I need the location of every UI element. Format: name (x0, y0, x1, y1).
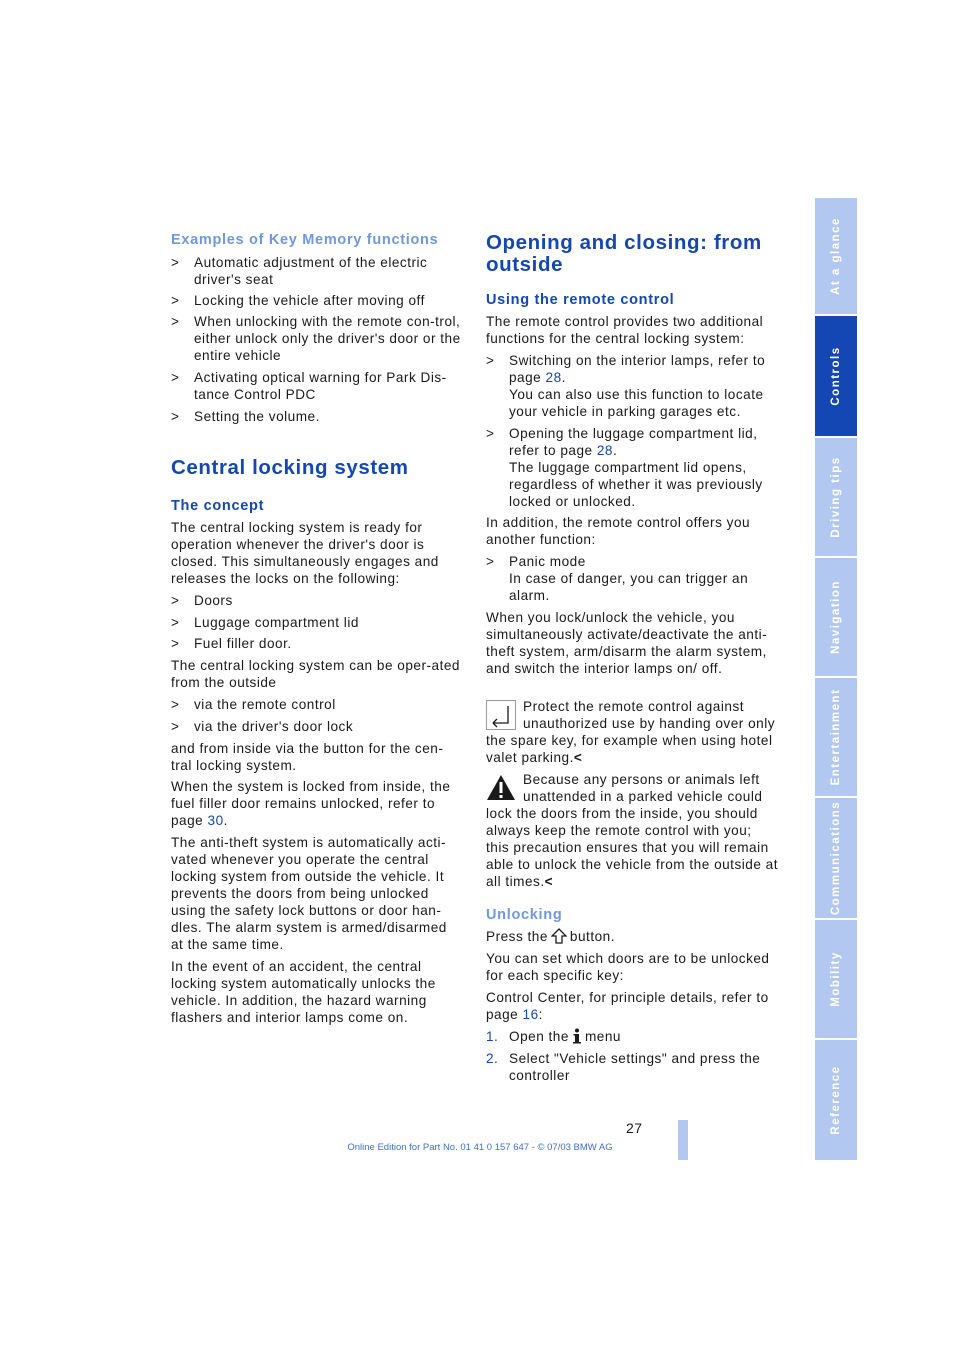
opening-closing-heading: Opening and closing: from outside (486, 231, 762, 276)
note-paragraph: Protect the remote control against unauthorized use by handing over only the spare key, for example when using hotel valet parking.< (486, 699, 776, 765)
bullet-marker: > (486, 426, 495, 441)
note-icon (486, 700, 516, 730)
page-link[interactable]: 28 (596, 443, 613, 458)
tab-controls[interactable]: Controls (815, 316, 857, 436)
unlocking-heading: Unlocking (486, 907, 563, 923)
remote-paragraph: In addition, the remote control offers you another function: (486, 515, 751, 547)
list-item: > Luggage compartment lid (171, 615, 359, 630)
bullet-marker: > (486, 353, 495, 368)
list-item: > Fuel filler door. (171, 636, 292, 651)
bullet-marker: > (486, 554, 495, 569)
unlock-paragraph: Press the button. (486, 929, 615, 944)
tab-entertainment[interactable]: Entertainment (815, 678, 857, 796)
list-item: > via the remote control (171, 697, 336, 712)
concept-paragraph: The central locking system is ready for operation whenever the driver's door is closed. This simultaneously engages and releases the locks on the following: (171, 520, 439, 586)
list-item: > When unlocking with the remote con-trol, either unlock only the driver's door or the entire vehicle (171, 314, 461, 363)
tab-communications[interactable]: Communications (815, 798, 857, 918)
bullet-marker: > (171, 409, 180, 424)
list-item: > Doors (171, 593, 233, 608)
remote-control-heading: Using the remote control (486, 292, 675, 308)
list-item: > Locking the vehicle after moving off (171, 293, 425, 308)
tab-navigation[interactable]: Navigation (815, 558, 857, 676)
unlock-paragraph: Control Center, for principle details, refer to page 16: (486, 990, 769, 1022)
list-item: 1. Open the menu (486, 1029, 621, 1044)
bullet-marker: > (171, 636, 180, 651)
concept-paragraph: When the system is locked from inside, the fuel filler door remains unlocked, refer to page 30. (171, 779, 451, 828)
footer-text: Online Edition for Part No. 01 41 0 157 647 - © 07/03 BMW AG (347, 1142, 613, 1153)
bullet-marker: > (171, 615, 180, 630)
step-number: 2. (486, 1051, 499, 1066)
concept-paragraph: The central locking system can be oper-ated from the outside (171, 658, 460, 690)
remote-paragraph: The remote control provides two additional functions for the central locking system: (486, 314, 764, 346)
concept-paragraph: In the event of an accident, the central locking system automatically unlocks the vehicle. In addition, the hazard warning flashers and interior lamps come on. (171, 959, 436, 1025)
list-item: > Setting the volume. (171, 409, 320, 424)
bullet-marker: > (171, 314, 180, 329)
unlock-arrow-icon (551, 928, 567, 944)
tab-driving-tips[interactable]: Driving tips (815, 438, 857, 556)
tab-reference[interactable]: Reference (815, 1040, 857, 1160)
remote-paragraph: When you lock/unlock the vehicle, you simultaneously activate/deactivate the anti-theft system, arm/disarm the alarm system, and switch the interior lamps on/ off. (486, 610, 768, 676)
page-link[interactable]: 28 (545, 370, 562, 385)
bullet-marker: > (171, 293, 180, 308)
list-item: > Activating optical warning for Park Dis-tance Control PDC (171, 370, 447, 402)
unlock-paragraph: You can set which doors are to be unlocked for each specific key: (486, 951, 770, 983)
step-number: 1. (486, 1029, 499, 1044)
page-link[interactable]: 16 (522, 1007, 539, 1022)
page-link[interactable]: 30 (207, 813, 224, 828)
bullet-marker: > (171, 593, 180, 608)
info-icon (572, 1028, 582, 1044)
central-locking-heading: Central locking system (171, 456, 409, 479)
concept-heading: The concept (171, 498, 265, 514)
list-item: 2. Select "Vehicle settings" and press the controller (486, 1051, 761, 1083)
bullet-marker: > (171, 255, 180, 270)
tab-at-a-glance[interactable]: At a glance (815, 198, 857, 314)
warning-icon (486, 773, 516, 803)
list-item: > Switching on the interior lamps, refer to page 28. You can also use this function to locate your vehicle in parking garages etc. (486, 353, 766, 419)
bullet-marker: > (171, 370, 180, 385)
list-item: > via the driver's door lock (171, 719, 354, 734)
page-number: 27 (626, 1120, 643, 1136)
list-item: > Panic mode In case of danger, you can trigger an alarm. (486, 554, 749, 603)
list-item: > Opening the luggage compartment lid, refer to page 28. The luggage compartment lid opens, regardless of whether it was previously locked or unlocked. (486, 426, 763, 509)
bullet-marker: > (171, 719, 180, 734)
bullet-marker: > (171, 697, 180, 712)
page-marker-bar (678, 1120, 688, 1160)
tab-mobility[interactable]: Mobility (815, 920, 857, 1038)
key-memory-heading: Examples of Key Memory functions (171, 232, 439, 248)
warning-paragraph: Because any persons or animals left unattended in a parked vehicle could lock the doors from the inside, you should always keep the remote control with you; this precaution ensures that you will remain able to unlock the vehicle from the outside at all times.< (486, 772, 779, 889)
concept-paragraph: The anti-theft system is automatically acti-vated whenever you operate the central locking system from outside the vehicle. It prevents the doors from being unlocked using the safety lock buttons or door han-dles. The alarm system is armed/disarmed at the same time. (171, 835, 447, 952)
concept-paragraph: and from inside via the button for the cen-tral locking system. (171, 741, 444, 773)
list-item: > Automatic adjustment of the electric driver's seat (171, 255, 428, 287)
